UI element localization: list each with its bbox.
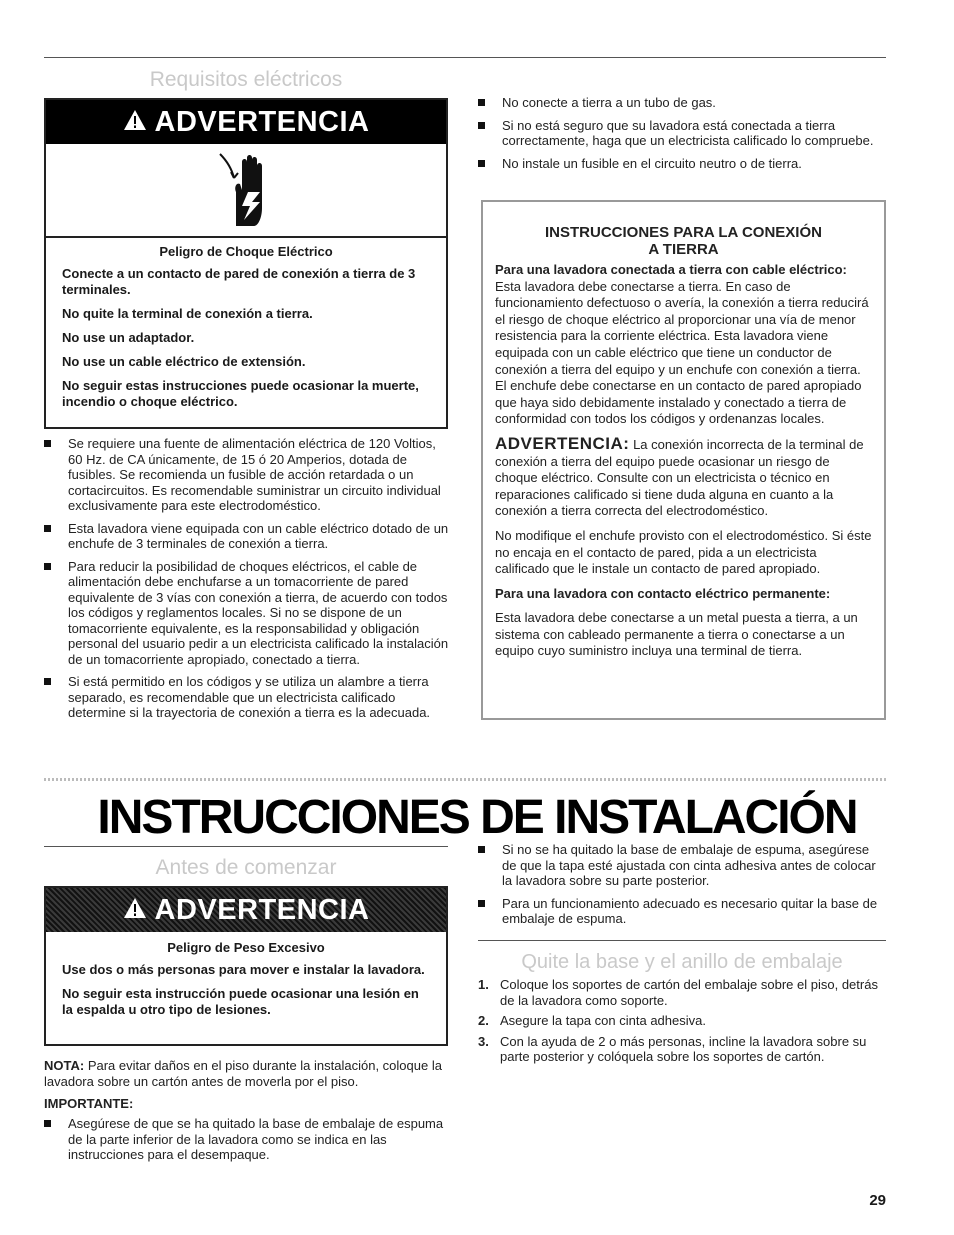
step-text: Con la ayuda de 2 o más personas, incline la lavadora sobre su parte posterior y colóquela sobre los soportes de cartón. [500, 1033, 867, 1064]
list-item: Esta lavadora viene equipada con un cable eléctrico dotado de un enchufe de 3 terminales de conexión a tierra. [44, 521, 450, 552]
dotted-divider [44, 778, 886, 781]
warning-line: No seguir estas instrucciones puede ocasionar la muerte, incendio o choque eléctrico. [62, 378, 419, 409]
list-item [478, 977, 886, 1008]
warning-line: No quite la terminal de conexión a tierra. [62, 306, 313, 321]
step-number: 2. [478, 1013, 489, 1028]
warning-hazard: Peligro de Peso Excesivo [167, 940, 325, 955]
electrical-right-bullets [478, 95, 878, 178]
warning-line: No use un adaptador. [62, 330, 195, 345]
list-item: Se requiere una fuente de alimentación eléctrica de 120 Voltios, 60 Hz. de CA únicamente, de 15 ó 20 Amperios, dotada de fusibles. Se recomienda un fusible de acción retardada o un cortacircuitos. Es recomendable suministrar un circuito individual exclusivamente para este electrodoméstico. [44, 436, 450, 514]
warning-line: No seguir esta instrucción puede ocasionar una lesión en la espalda u otro tipo de lesiones. [62, 986, 419, 1017]
warning-line: No use un cable eléctrico de extensión. [62, 354, 306, 369]
list-item: Si no se ha quitado la base de embalaje de espuma, asegúrese de que la tapa esté ajustada con cinta adhesiva antes de colocar la lavadora sobre su parte posterior. [478, 842, 883, 889]
grounding-paragraph: Esta lavadora debe conectarse a un metal puesta a tierra, a un sistema con cableado permanente a tierra o conectarse a un equipo cuyo suministro incluya una terminal de tierra. [495, 610, 858, 659]
list-item: Asegúrese de que se ha quitado la base de embalaje de espuma de la parte inferior de la lavadora como se indica en las instrucciones para el desempaque. [44, 1116, 450, 1163]
list-item: Para reducir la posibilidad de choques eléctricos, el cable de alimentación debe enchufarse a un tomacorriente de pared equivalente de 3 vías con conexión a tierra, de acuerdo con todos los códigos y reglamentos locales. Si no se dispone de un tomacorriente equivalente, es la responsabilidad y obligación personal del usuario pedir a un electricista calificado la instalación de un tomacorriente apropiado, conectado a tierra. [44, 559, 450, 668]
important-bullets [44, 1116, 450, 1170]
grounding-warning-paragraph [495, 433, 872, 520]
note-label: NOTA: [44, 1058, 85, 1073]
remove-steps [478, 977, 886, 1070]
important-label: IMPORTANTE: [44, 1096, 134, 1111]
electric-shock-hand-icon [214, 148, 278, 233]
warning-line: Use dos o más personas para mover e instalar la lavadora. [62, 962, 425, 977]
list-item [478, 1034, 886, 1065]
grounding-title-line2: A TIERRA [648, 241, 719, 258]
grounding-instructions-box [481, 200, 886, 720]
step-number: 1. [478, 977, 489, 992]
list-item: Si no está seguro que su lavadora está conectada a tierra correctamente, haga que un electricista calificado lo compruebe. [478, 118, 878, 149]
list-item: Para un funcionamiento adecuado es necesario quitar la base de embalaje de espuma. [478, 896, 883, 927]
grounding-paragraph: No modifique el enchufe provisto con el electrodoméstico. Si éste no encaja en el contacto de pared, pida a un electricista calificado que le instale un contacto de pared apropiado. [495, 527, 872, 577]
grounding-title-line1: INSTRUCCIONES PARA LA CONEXIÓN [545, 224, 822, 241]
electrical-left-bullets [44, 436, 450, 728]
page-number: 29 [869, 1192, 886, 1209]
top-rule [44, 57, 886, 58]
section-title-before: Antes de comenzar [155, 856, 337, 879]
electrical-warning-box [44, 98, 448, 429]
warning-header [46, 100, 446, 144]
section-title-remove: Quite la base y el anillo de embalaje [521, 951, 843, 973]
before-rule [44, 846, 448, 847]
step-text: Asegure la tapa con cinta adhesiva. [500, 1013, 706, 1028]
list-item: Si está permitido en los códigos y se utiliza un alambre a tierra separado, es recomendable que un electricista calificado determine si la trayectoria de conexión a tierra es la adecuada. [44, 674, 450, 721]
grounding-subheading-permanent: Para una lavadora con contacto eléctrico permanente: [495, 585, 831, 601]
warning-heading: ADVERTENCIA [154, 106, 370, 138]
section-title-electrical: Requisitos eléctricos [149, 68, 343, 91]
grounding-subheading-cord: Para una lavadora conectada a tierra con cable eléctrico: [495, 262, 847, 277]
list-item: No conecte a tierra a un tubo de gas. [478, 95, 878, 111]
weight-warning-box [44, 886, 448, 1046]
grounding-paragraph: Esta lavadora debe conectarse a tierra. En caso de funcionamiento defectuoso o avería, la conexión a tierra reducirá el riesgo de choque eléctrico al proporcionar una vía de menor resistencia para la corriente eléctrica. Esta lavadora viene equipada con un cable eléctrico que tiene un conductor de conexión a tierra del equipo y un enchufe con conexión a tierra. El enchufe debe conectarse en un contacto de pared apropiado que haya sido debidamente instalado y conectado a tierra de conformidad con todos los códigos y ordenanzas locales. [495, 278, 869, 427]
note-paragraph [44, 1058, 454, 1090]
list-item [478, 1013, 886, 1029]
install-right-bullets [478, 842, 883, 934]
warning-body [46, 238, 446, 426]
grounding-title [495, 224, 872, 258]
warning-icon-area [46, 144, 446, 238]
warning-line: Conecte a un contacto de pared de conexión a tierra de 3 terminales. [62, 266, 416, 297]
warning-heading: ADVERTENCIA [154, 894, 370, 926]
warning-header [46, 888, 446, 932]
warning-triangle-icon [123, 100, 147, 144]
step-number: 3. [478, 1033, 489, 1049]
note-text: Para evitar daños en el piso durante la instalación, coloque la lavadora sobre un cartón antes de moverla por el piso. [44, 1058, 442, 1089]
page-title: INSTRUCCIONES DE INSTALACIÓN [97, 791, 857, 844]
remove-rule [478, 940, 886, 941]
warning-triangle-icon [123, 888, 147, 932]
warning-body [46, 932, 446, 1034]
grounding-warning-text: La conexión incorrecta de la terminal de conexión a tierra del equipo puede ocasionar un riesgo de choque eléctrico. Consulte con un electricista o técnico en reparaciones calificado si tiene duda alguna en cuanto a la conexión a tierra correcta del electrodoméstico. [495, 436, 864, 519]
list-item: No instale un fusible en el circuito neutro o de tierra. [478, 156, 878, 172]
step-text: Coloque los soportes de cartón del embalaje sobre el piso, detrás de la lavadora como soporte. [500, 977, 878, 1008]
warning-hazard: Peligro de Choque Eléctrico [159, 244, 333, 259]
grounding-warning-label: ADVERTENCIA: [495, 433, 630, 453]
